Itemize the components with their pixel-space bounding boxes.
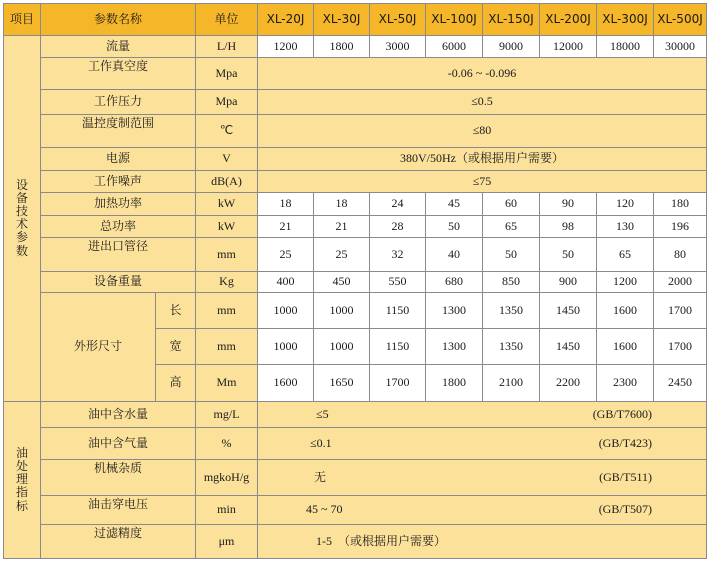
cell-value: 28 (370, 216, 426, 237)
span-value: 380V/50Hz（或根据用户需要） (258, 147, 707, 170)
row-unit: min (196, 495, 258, 525)
header-unit: 单位 (196, 4, 258, 36)
cell-value: 180 (654, 192, 707, 215)
dimension-sublabel: 宽 (156, 329, 196, 365)
row-unit: mg/L (196, 401, 258, 428)
cell-value: 1200 (258, 35, 314, 57)
row-unit: dB(A) (196, 171, 258, 192)
cell-value: 18 (258, 192, 314, 215)
row-label: 总功率 (41, 216, 196, 237)
cell-value: 1000 (314, 292, 370, 329)
row-unit: mgkoH/g (196, 459, 258, 495)
model-header: XL-50J (370, 4, 426, 36)
cell-value: 450 (314, 272, 370, 292)
model-header: XL-100J (426, 4, 483, 36)
cell-value: 9000 (483, 35, 540, 57)
oil-category: 油 处 理 指 标 (4, 401, 41, 558)
span-value (258, 428, 707, 460)
model-header: XL-500J (654, 4, 707, 36)
cell-value: 18000 (597, 35, 654, 57)
row-unit: Mpa (196, 89, 258, 115)
cell-value: 1800 (314, 35, 370, 57)
row-unit: Kg (196, 272, 258, 292)
cell-value: 1000 (258, 329, 314, 365)
cell-value: 50 (426, 216, 483, 237)
cell-value: 80 (654, 237, 707, 272)
row-label: 过滤精度 (41, 525, 196, 559)
span-value (258, 525, 707, 559)
cell-value: 1800 (426, 365, 483, 402)
oil-standard: (GB/T507) (598, 502, 653, 517)
cell-value: 1600 (597, 292, 654, 329)
cell-value: 98 (540, 216, 597, 237)
row-unit: Mm (196, 365, 258, 402)
cell-value: 18 (314, 192, 370, 215)
table-row (4, 192, 707, 215)
row-label: 工作压力 (41, 89, 196, 115)
cell-value: 2100 (483, 365, 540, 402)
cell-value: 1600 (258, 365, 314, 402)
row-unit: kW (196, 192, 258, 215)
header-param: 参数名称 (41, 4, 196, 36)
model-header: XL-300J (597, 4, 654, 36)
span-value: ≤75 (258, 171, 707, 192)
cell-value: 65 (597, 237, 654, 272)
cell-value: 1000 (314, 329, 370, 365)
cell-value: 6000 (426, 35, 483, 57)
table-row (4, 216, 707, 237)
spec-table (3, 3, 707, 559)
span-value: ≤80 (258, 115, 707, 148)
cell-value: 45 (426, 192, 483, 215)
cell-value: 1300 (426, 329, 483, 365)
row-label: 外形尺寸 (41, 292, 156, 401)
cell-value: 850 (483, 272, 540, 292)
row-label: 加热功率 (41, 192, 196, 215)
cell-value: 65 (483, 216, 540, 237)
cell-value: 1450 (540, 292, 597, 329)
row-unit: L/H (196, 35, 258, 57)
oil-value: 无 (314, 469, 327, 484)
cell-value: 1150 (370, 329, 426, 365)
cell-value: 1300 (426, 292, 483, 329)
cell-value: 1000 (258, 292, 314, 329)
cell-value: 1350 (483, 292, 540, 329)
cell-value: 1150 (370, 292, 426, 329)
span-value: ≤0.5 (258, 89, 707, 115)
cell-value: 2000 (654, 272, 707, 292)
row-unit: ℃ (196, 115, 258, 148)
cell-value: 2300 (597, 365, 654, 402)
row-label: 流量 (41, 35, 196, 57)
model-header: XL-200J (540, 4, 597, 36)
cell-value: 90 (540, 192, 597, 215)
table-row (4, 495, 707, 525)
row-label: 油击穿电压 (41, 495, 196, 525)
cell-value: 12000 (540, 35, 597, 57)
span-value (258, 495, 707, 525)
row-unit: % (196, 428, 258, 460)
cell-value: 60 (483, 192, 540, 215)
cell-value: 50 (483, 237, 540, 272)
oil-value: ≤5 (316, 406, 329, 421)
cell-value: 680 (426, 272, 483, 292)
span-value: -0.06 ~ -0.096 (258, 58, 707, 90)
table-row (4, 147, 707, 170)
span-value (258, 459, 707, 495)
header-row (4, 4, 707, 36)
table-row (4, 35, 707, 57)
model-header: XL-20J (258, 4, 314, 36)
row-label: 油中含水量 (41, 401, 196, 428)
table-row (4, 428, 707, 460)
oil-standard: (GB/T423) (598, 436, 653, 451)
oil-standard: (GB/T7600) (592, 406, 653, 421)
row-unit: Mpa (196, 58, 258, 90)
cell-value: 196 (654, 216, 707, 237)
cell-value: 1450 (540, 329, 597, 365)
cell-value: 1700 (370, 365, 426, 402)
cell-value: 550 (370, 272, 426, 292)
row-unit: mm (196, 237, 258, 272)
cell-value: 1700 (654, 292, 707, 329)
cell-value: 900 (540, 272, 597, 292)
cell-value: 1200 (597, 272, 654, 292)
row-label: 电源 (41, 147, 196, 170)
header-item: 项目 (4, 4, 41, 36)
cell-value: 1650 (314, 365, 370, 402)
table-row (4, 89, 707, 115)
table-row (4, 459, 707, 495)
cell-value: 24 (370, 192, 426, 215)
cell-value: 1350 (483, 329, 540, 365)
dimension-sublabel: 长 (156, 292, 196, 329)
row-unit: mm (196, 292, 258, 329)
cell-value: 25 (314, 237, 370, 272)
cell-value: 25 (258, 237, 314, 272)
cell-value: 21 (314, 216, 370, 237)
row-label: 机械杂质 (41, 459, 196, 495)
row-label: 温控度制范围 (41, 115, 196, 148)
cell-value: 1700 (654, 329, 707, 365)
cell-value: 40 (426, 237, 483, 272)
row-unit: V (196, 147, 258, 170)
table-row (4, 401, 707, 428)
table-row (4, 272, 707, 292)
row-unit: kW (196, 216, 258, 237)
row-label: 油中含气量 (41, 428, 196, 460)
cell-value: 120 (597, 192, 654, 215)
oil-standard: (GB/T511) (599, 469, 653, 484)
table-row (4, 171, 707, 192)
cell-value: 400 (258, 272, 314, 292)
model-header: XL-150J (483, 4, 540, 36)
model-header: XL-30J (314, 4, 370, 36)
cell-value: 130 (597, 216, 654, 237)
row-label: 设备重量 (41, 272, 196, 292)
row-unit: μm (196, 525, 258, 559)
cell-value: 32 (370, 237, 426, 272)
dimension-sublabel: 高 (156, 365, 196, 402)
cell-value: 21 (258, 216, 314, 237)
table-row (4, 115, 707, 148)
cell-value: 2450 (654, 365, 707, 402)
table-row (4, 237, 707, 272)
cell-value: 3000 (370, 35, 426, 57)
row-label: 工作真空度 (41, 58, 196, 90)
cell-value: 1600 (597, 329, 654, 365)
row-unit: mm (196, 329, 258, 365)
cell-value: 30000 (654, 35, 707, 57)
row-label: 工作噪声 (41, 171, 196, 192)
cell-value: 2200 (540, 365, 597, 402)
oil-value: 45 ~ 70 (306, 502, 343, 517)
cell-value: 50 (540, 237, 597, 272)
table-row (4, 292, 707, 329)
equipment-category: 设 备 技 术 参 数 (4, 35, 41, 401)
oil-value: 1-5 （或根据用户需要） (316, 534, 447, 549)
oil-value: ≤0.1 (310, 436, 332, 451)
table-row (4, 525, 707, 559)
row-label: 进出口管径 (41, 237, 196, 272)
span-value (258, 401, 707, 428)
table-row (4, 58, 707, 90)
